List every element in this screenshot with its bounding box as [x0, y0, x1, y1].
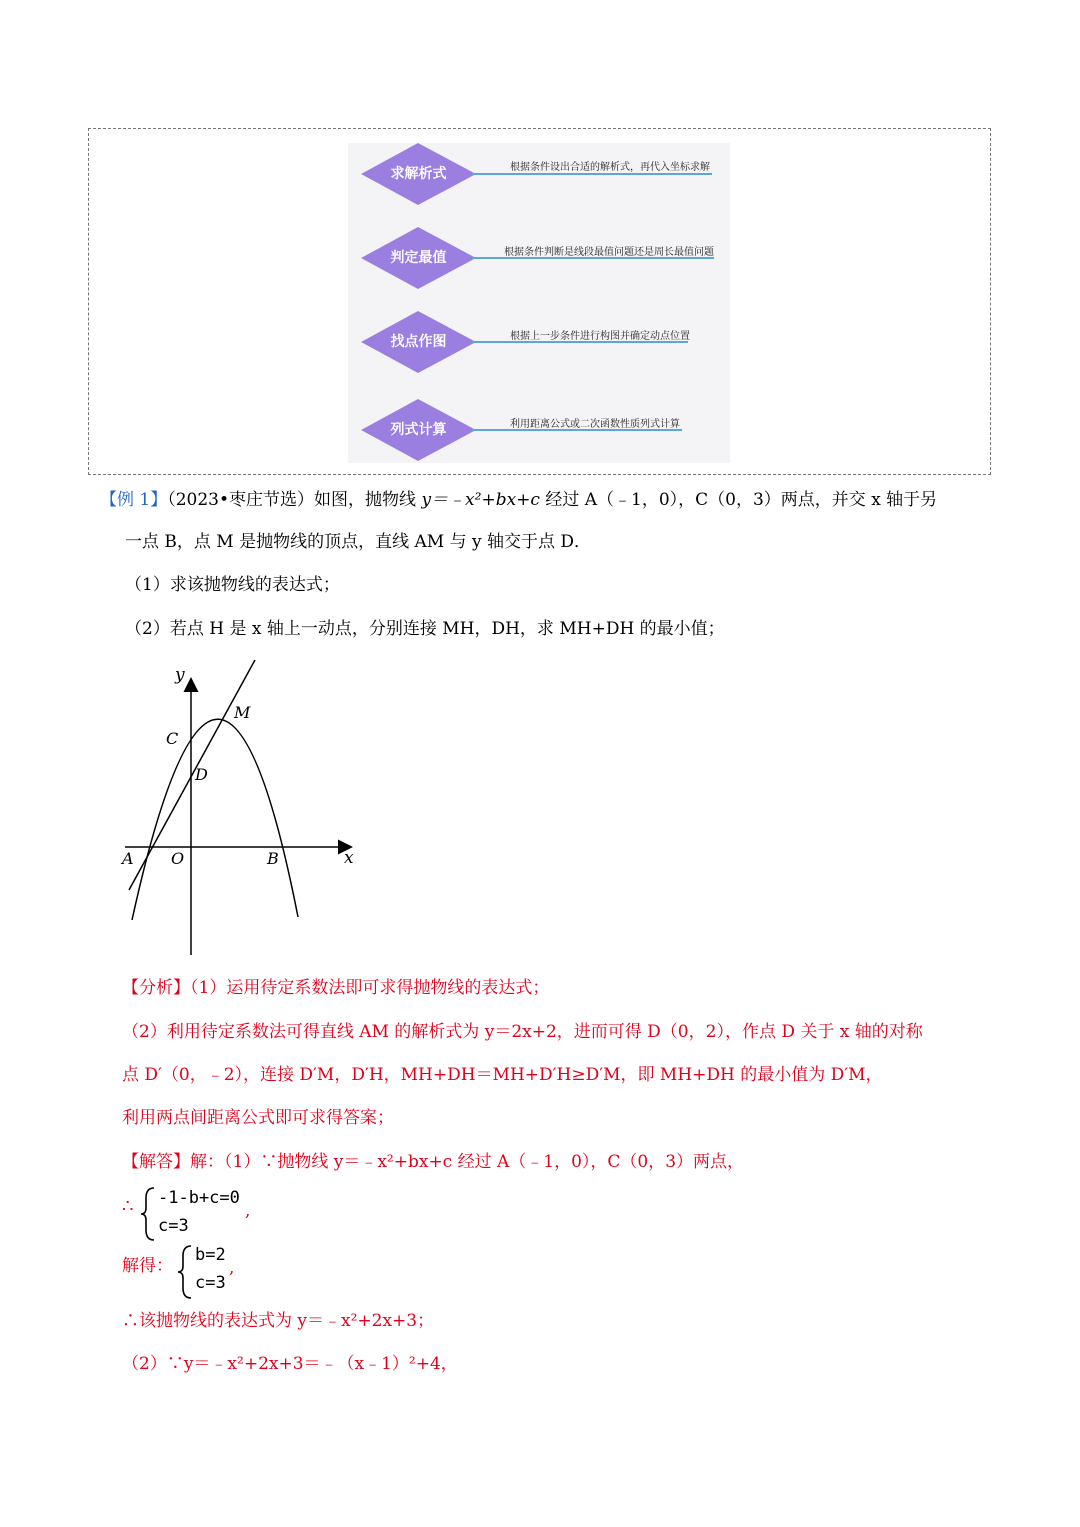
analysis-line-1 — [122, 975, 549, 1001]
flow-step-1-desc: 根据条件设出合适的解析式，再代入坐标求解 — [510, 162, 710, 173]
parabola-curve — [132, 719, 298, 920]
example-tag: 【例 1】 — [100, 490, 168, 510]
therefore-symbol: ∴ — [122, 1196, 134, 1217]
flowchart — [348, 143, 730, 463]
flow-step-4-desc: 利用距离公式或二次函数性质列式计算 — [510, 419, 680, 430]
flow-step-1 — [361, 143, 476, 205]
system-1-comma: , — [245, 1201, 251, 1221]
flow-step-3 — [361, 311, 476, 373]
example-equation: y＝﹣x²+bx+c — [421, 490, 540, 510]
example-source: （2023•枣庄节选） — [167, 490, 315, 510]
system-2-eq-1: b=2 — [195, 1245, 226, 1265]
brace-1 — [140, 1186, 160, 1242]
solution-line-3: （2）∵y＝﹣x²+2x+3＝﹣（x﹣1）²+4， — [122, 1354, 458, 1374]
label-x: x — [344, 848, 354, 868]
flow-step-2-desc: 根据条件判断是线段最值问题还是周长最值问题 — [504, 247, 714, 258]
flow-connector-1 — [472, 173, 712, 175]
solution-line-1 — [122, 1149, 744, 1175]
analysis-line-4: 利用两点间距离公式即可求得答案； — [122, 1108, 394, 1128]
analysis-text-1: （1）运用待定系数法即可求得抛物线的表达式； — [190, 978, 550, 998]
example-line-2: 一点 B，点 M 是抛物线的顶点，直线 AM 与 y 轴交于点 D． — [125, 532, 592, 552]
brace-2 — [177, 1244, 197, 1300]
flow-step-3-desc: 根据上一步条件进行构图并确定动点位置 — [510, 331, 690, 342]
solution-line-2: ∴该抛物线的表达式为 y＝﹣x²+2x+3； — [122, 1311, 435, 1331]
label-y: y — [175, 665, 185, 685]
question-1: （1）求该抛物线的表达式； — [125, 575, 340, 595]
question-2: （2）若点 H 是 x 轴上一动点，分别连接 MH，DH，求 MH+DH 的最小值； — [125, 619, 725, 639]
label-a: A — [122, 849, 134, 868]
flow-step-4-label: 列式计算 — [390, 422, 447, 438]
solution-tag: 【解答】 — [122, 1152, 190, 1172]
flow-step-2 — [361, 227, 476, 289]
flow-step-2-label: 判定最值 — [390, 250, 447, 266]
flow-step-1-label: 求解析式 — [390, 166, 447, 182]
system-2-comma: , — [229, 1258, 235, 1278]
system-2-eq-2: c=3 — [195, 1273, 226, 1293]
label-o: O — [171, 849, 185, 868]
example-line-1 — [100, 487, 937, 513]
parabola-figure — [115, 655, 365, 960]
solve-label: 解得： — [122, 1256, 173, 1276]
example-text-a: 如图，抛物线 — [314, 490, 422, 510]
system-1-eq-2: c=3 — [158, 1216, 189, 1236]
analysis-tag: 【分析】 — [122, 978, 190, 998]
label-c: C — [166, 729, 179, 748]
label-d: D — [195, 765, 208, 784]
system-1-eq-1: -1-b+c=0 — [158, 1188, 240, 1208]
example-text-b: 经过 A（﹣1，0），C（0，3）两点，并交 x 轴于另 — [539, 490, 938, 510]
solution-text-1: 解：（1）∵抛物线 y＝﹣x²+bx+c 经过 A（﹣1，0），C（0，3）两点， — [190, 1152, 745, 1172]
label-m: M — [234, 703, 251, 722]
line-am — [129, 660, 255, 890]
label-b: B — [267, 849, 279, 868]
flow-step-3-label: 找点作图 — [390, 334, 447, 350]
analysis-line-3: 点 D′（0，﹣2），连接 D′M，D′H，MH+DH＝MH+D′H≥D′M，即 MH+DH 的最小值为 D′M， — [122, 1065, 883, 1085]
flow-step-4 — [361, 399, 476, 461]
analysis-line-2: （2）利用待定系数法可得直线 AM 的解析式为 y＝2x+2，进而可得 D（0，2），作点 D 关于 x 轴的对称 — [122, 1022, 923, 1042]
